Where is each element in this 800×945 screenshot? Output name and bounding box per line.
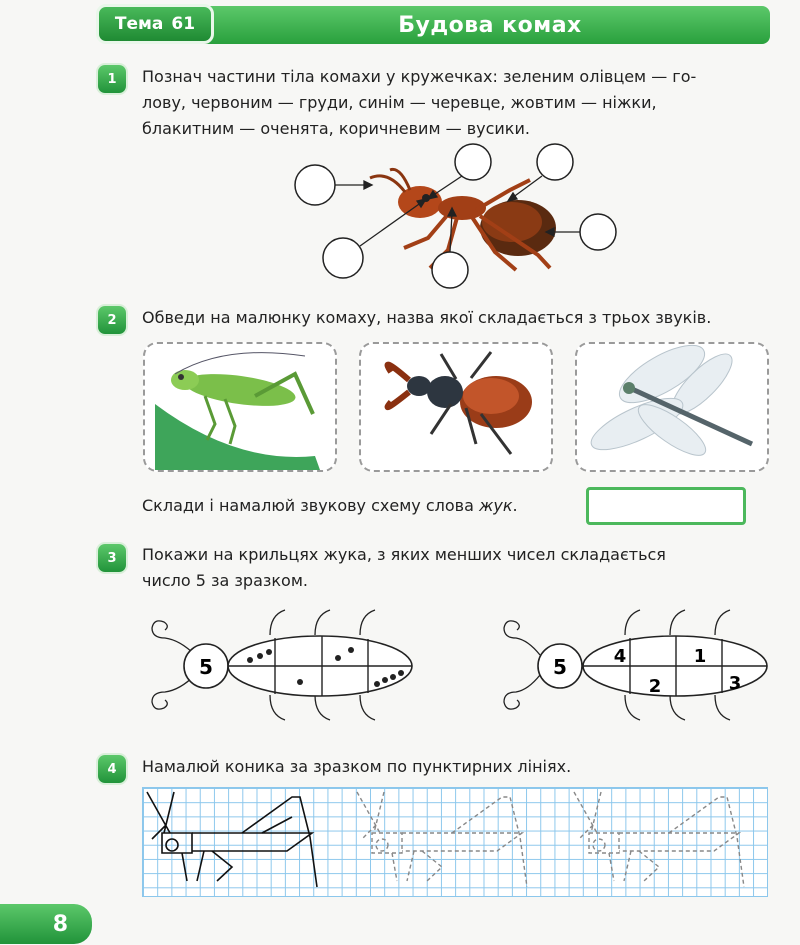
label-circle[interactable] (455, 144, 491, 180)
grasshopper-sample (147, 792, 317, 887)
theme-tab (96, 4, 214, 44)
stag-beetle-frame[interactable] (359, 342, 553, 472)
grasshopper-dashed-2 (574, 792, 744, 887)
subtask-suffix: . (512, 496, 518, 515)
beetle-diagram-right (500, 600, 790, 730)
task-3-line: Покажи на крильцях жука, з яких менших чисел складається (142, 545, 666, 564)
task-3-text (142, 542, 770, 594)
sound-scheme-answer-box[interactable] (586, 487, 746, 525)
dragonfly-icon (577, 344, 767, 470)
grasshopper-icon (145, 344, 335, 470)
task-1-line: лову, червоним — груди, синім — черевце, жовтим — ніжки, (142, 93, 657, 112)
task-3-line: число 5 за зразком. (142, 571, 308, 590)
label-circle[interactable] (432, 252, 468, 288)
task-4-badge: 4 (98, 755, 126, 783)
theme-label: Тема (114, 14, 164, 34)
theme-number: 61 (171, 14, 196, 34)
wing-number: 3 (728, 673, 742, 694)
dragonfly-frame[interactable] (575, 342, 769, 472)
task-4-text: Намалюй коника за зразком по пунктирних лініях. (142, 757, 572, 776)
label-circle[interactable] (537, 144, 573, 180)
task-2-text: Обведи на малюнку комаху, назва якої складається з трьох звуків. (142, 308, 712, 327)
grasshopper-frame[interactable] (143, 342, 337, 472)
beetle-right-head: 5 (553, 655, 567, 679)
grasshopper-dashed-1 (357, 792, 527, 887)
label-circle[interactable] (295, 165, 335, 205)
label-circle[interactable] (580, 214, 616, 250)
ant-illustration (280, 140, 640, 290)
task-2-subtask (142, 493, 518, 519)
task-1-line: Познач частини тіла комахи у кружечках: зеленим олівцем — го- (142, 67, 697, 86)
stag-beetle-icon (361, 344, 551, 470)
beetle-diagram-left (140, 600, 430, 730)
task-1-text (142, 64, 770, 142)
subtask-word: жук (478, 496, 513, 515)
task-3-badge: 3 (98, 544, 126, 572)
task-1-badge: 1 (98, 65, 126, 93)
wing-number: 1 (693, 646, 707, 667)
subtask-prefix: Склади і намалюй звукову схему слова (142, 496, 479, 515)
page-number: 8 (0, 904, 92, 944)
beetle-left-head: 5 (199, 655, 213, 679)
grasshopper-pattern (142, 787, 768, 897)
wing-number: 2 (648, 676, 662, 697)
task-1-line: блакитним — оченята, коричневим — вусики. (142, 119, 530, 138)
page-title: Будова комах (398, 12, 582, 38)
task-2-badge: 2 (98, 306, 126, 334)
wing-number: 4 (613, 646, 627, 667)
label-circle[interactable] (323, 238, 363, 278)
